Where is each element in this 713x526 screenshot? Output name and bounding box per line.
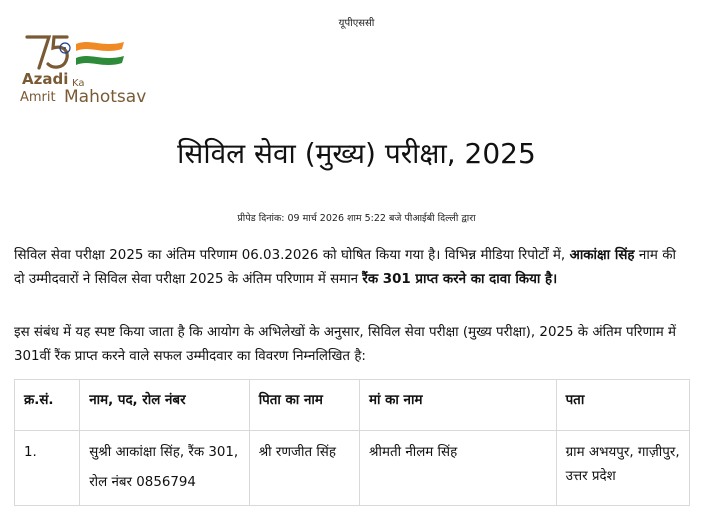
cell-father-name: श्री रणजीत सिंह <box>249 431 359 506</box>
header-mother-name: मां का नाम <box>360 380 557 431</box>
header-father-name: पिता का नाम <box>249 380 359 431</box>
logo-text-mahotsav: Mahotsav <box>64 87 147 107</box>
header-serial-no: क्र.सं. <box>15 380 80 431</box>
logo-text-ka: Ka <box>72 78 85 89</box>
cell-mother-name: श्रीमती नीलम सिंह <box>360 431 557 506</box>
org-name: यूपीएससी <box>338 18 375 29</box>
cell-serial-no: 1. <box>15 431 80 506</box>
cell-name-post-roll <box>80 431 250 506</box>
header-address: पता <box>556 380 689 431</box>
page-title: सिविल सेवा (मुख्य) परीक्षा, 2025 <box>177 137 536 170</box>
logo-text-amrit: Amrit <box>20 90 56 105</box>
clarification-paragraph: इस संबंध में यह स्पष्ट किया जाता है कि आयोग के अभिलेखों के अनुसार, सिविल सेवा परीक्षा (मुख्य परीक्षा), 2025 के अंतिम परिणाम में 301वीं रैंक प्राप्त करने वाले सफल उम्मीदवार का विवरण निम्नलिखित है: <box>14 325 676 364</box>
logo-text-azadi: Azadi <box>22 70 69 88</box>
candidate-roll-number: रोल नंबर 0856794 <box>89 475 196 490</box>
intro-text-2: नाम की दो उम्मीदवारों ने सिविल सेवा परीक्षा 2025 के अंतिम परिणाम में समान <box>14 248 676 287</box>
cell-address: ग्राम अभयपुर, गाज़ीपुर, उत्तर प्रदेश <box>556 431 689 506</box>
intro-text-1: सिविल सेवा परीक्षा 2025 का अंतिम परिणाम 06.03.2026 को घोषित किया गया है। विभिन्न मीडिया रिपोर्टों में, <box>14 248 570 263</box>
azadi-ka-amrit-mahotsav-logo <box>18 34 168 114</box>
intro-paragraph <box>14 244 676 292</box>
rank-claim-bold: रैंक 301 प्राप्त करने का दावा किया है। <box>362 272 558 287</box>
candidate-name-bold: आकांक्षा सिंह <box>569 248 635 263</box>
press-release-dateline: प्रीपेड दिनांक: 09 मार्च 2026 शाम 5:22 बजे पीआईबी दिल्ली द्वारा <box>237 213 476 224</box>
table-row <box>15 431 690 506</box>
candidate-name-rank: सुश्री आकांक्षा सिंह, रैंक 301, <box>89 445 239 460</box>
table-header-row <box>15 380 690 431</box>
header-name-post-roll: नाम, पद, रोल नंबर <box>80 380 250 431</box>
candidate-details-table <box>14 379 690 506</box>
